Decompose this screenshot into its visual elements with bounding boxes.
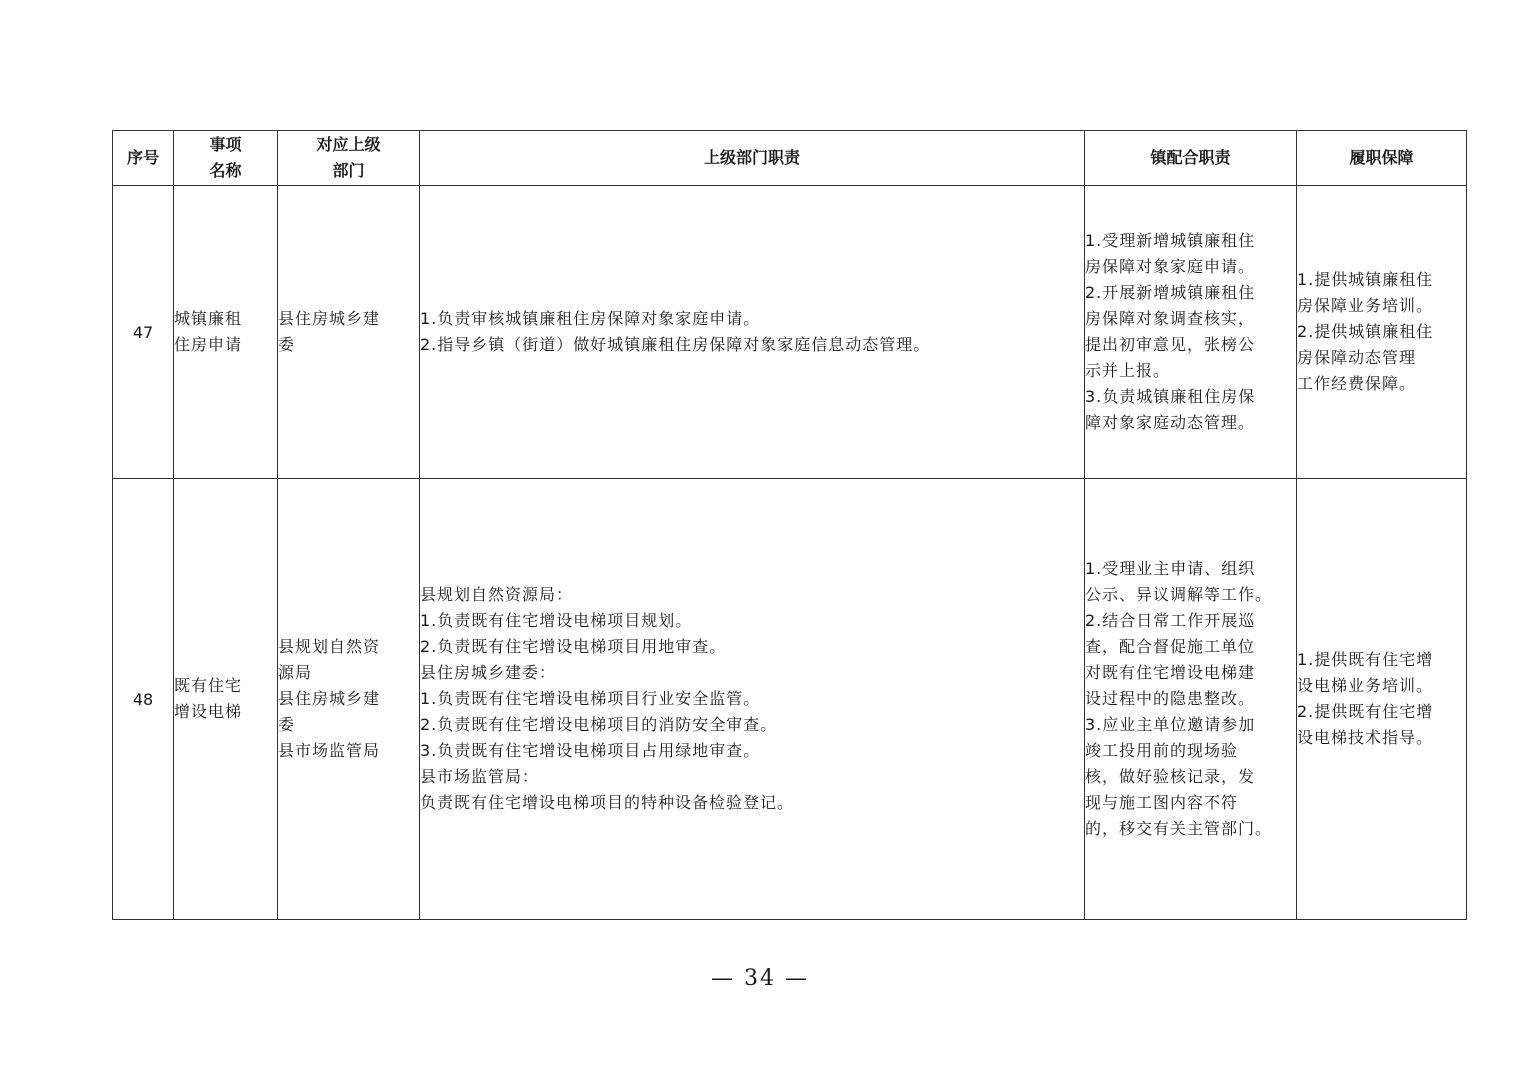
row-department: 县规划自然资 源局 县住房城乡建 委 县市场监管局 [278, 479, 420, 920]
row-town-duty: 1.受理业主申请、组织 公示、异议调解等工作。 2.结合日常工作开展巡 查，配合督促施工单位 对既有住宅增设电梯建 设过程中的隐患整改。 3.应业主单位邀请参加 竣工投用前的现场验 核，做好验核记录，发 现与施工图内容不符 的，移交有关主管部门。 [1085, 479, 1297, 920]
header-superior-duty: 上级部门职责 [420, 131, 1085, 186]
duty-table [112, 130, 1467, 920]
row-guarantee: 1.提供城镇廉租住 房保障业务培训。 2.提供城镇廉租住 房保障动态管理 工作经费保障。 [1297, 186, 1467, 479]
row-department: 县住房城乡建 委 [278, 186, 420, 479]
row-seq: 47 [113, 186, 174, 479]
table-row [113, 186, 1467, 479]
row-guarantee: 1.提供既有住宅增 设电梯业务培训。 2.提供既有住宅增 设电梯技术指导。 [1297, 479, 1467, 920]
header-department: 对应上级 部门 [278, 131, 420, 186]
row-superior-duty: 县规划自然资源局： 1.负责既有住宅增设电梯项目规划。 2.负责既有住宅增设电梯项目用地审查。 县住房城乡建委： 1.负责既有住宅增设电梯项目行业安全监管。 2.负责既有住宅增设电梯项目的消防安全审查。 3.负责既有住宅增设电梯项目占用绿地审查。 县市场监管局： 负责既有住宅增设电梯项目的特种设备检验登记。 [420, 479, 1085, 920]
header-town-duty: 镇配合职责 [1085, 131, 1297, 186]
table-row [113, 479, 1467, 920]
header-row [113, 131, 1467, 186]
row-item-name: 城镇廉租 住房申请 [174, 186, 278, 479]
page-number: — 34 — [711, 966, 809, 991]
header-seq: 序号 [113, 131, 174, 186]
row-town-duty: 1.受理新增城镇廉租住 房保障对象家庭申请。 2.开展新增城镇廉租住 房保障对象调查核实， 提出初审意见，张榜公 示并上报。 3.负责城镇廉租住房保 障对象家庭动态管理。 [1085, 186, 1297, 479]
row-item-name: 既有住宅 增设电梯 [174, 479, 278, 920]
header-guarantee: 履职保障 [1297, 131, 1467, 186]
header-item-name: 事项 名称 [174, 131, 278, 186]
row-superior-duty: 1.负责审核城镇廉租住房保障对象家庭申请。 2.指导乡镇（街道）做好城镇廉租住房保障对象家庭信息动态管理。 [420, 186, 1085, 479]
row-seq: 48 [113, 479, 174, 920]
